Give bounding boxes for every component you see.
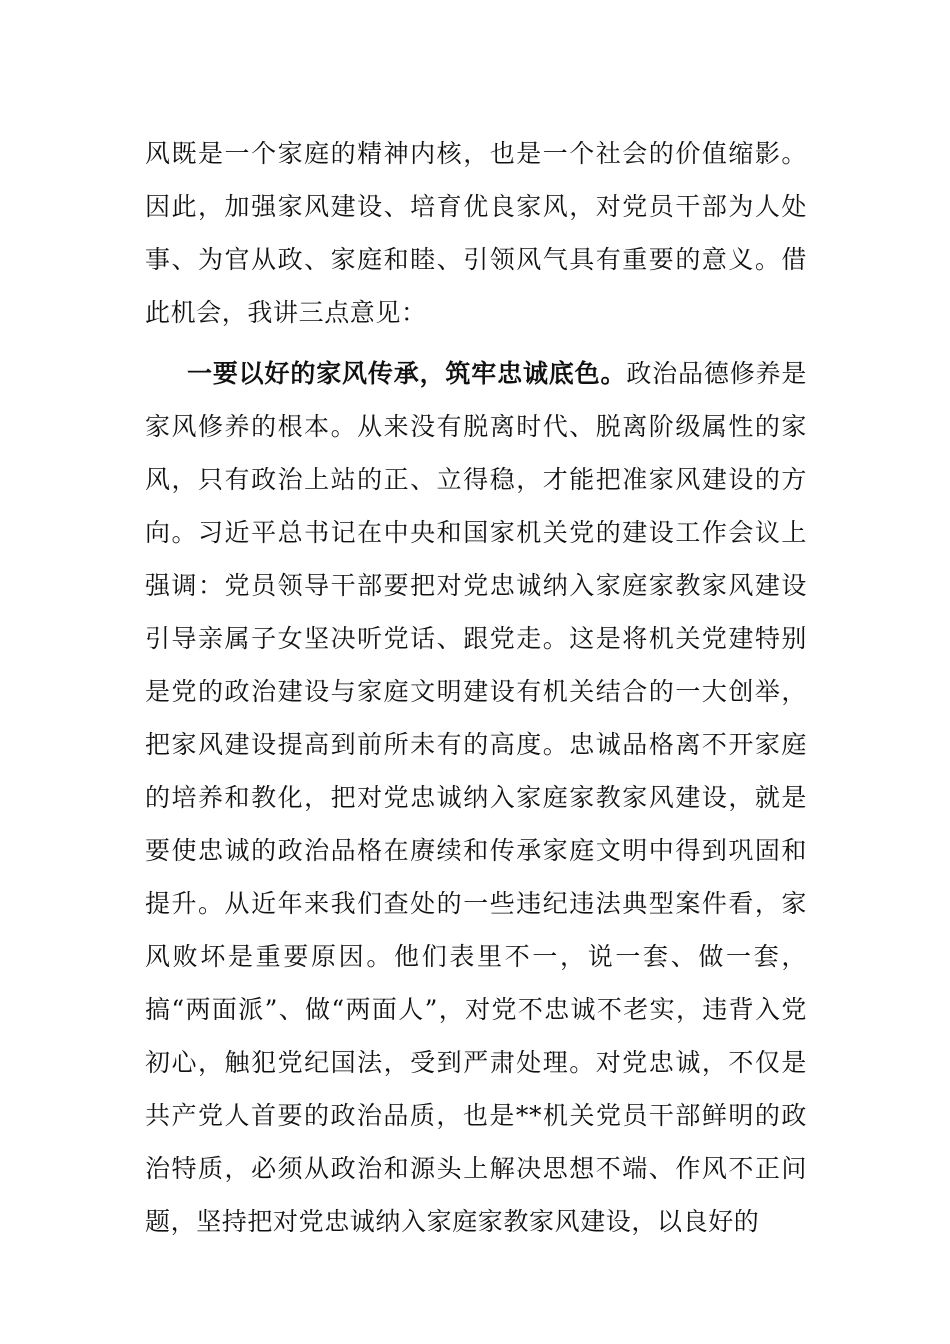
document-body xyxy=(145,127,807,1248)
point-one-heading: 一要以好的家风传承，筑牢忠诚底色。 xyxy=(187,359,627,388)
paragraph-point-one xyxy=(145,347,807,1248)
point-one-body: 政治品德修养是家风修养的根本。从来没有脱离时代、脱离阶级属性的家风，只有政治上站的正、立得稳，才能把准家风建设的方向。习近平总书记在中央和国家机关党的建设工作会议上强调：党员领导干部要把对党忠诚纳入家庭家教家风建设引导亲属子女坚决听党话、跟党走。这是将机关党建特别是党的政治建设与家庭文明建设有机关结合的一大创举，把家风建设提高到前所未有的高度。忠诚品格离不开家庭的培养和教化，把对党忠诚纳入家庭家教家风建设，就是要使忠诚的政治品格在赓续和传承家庭文明中得到巩固和提升。从近年来我们查处的一些违纪违法典型案件看，家风败坏是重要原因。他们表里不一，说一套、做一套，搞“两面派”、做“两面人”，对党不忠诚不老实，违背入党初心，触犯党纪国法，受到严肃处理。对党忠诚，不仅是共产党人首要的政治品质，也是**机关党员干部鲜明的政治特质，必须从政治和源头上解决思想不端、作风不正问题，坚持把对党忠诚纳入家庭家教家风建设，以良好的 xyxy=(145,359,808,1236)
paragraph-intro: 风既是一个家庭的精神内核，也是一个社会的价值缩影。因此，加强家风建设、培育优良家风，对党员干部为人处事、为官从政、家庭和睦、引领风气具有重要的意义。借此机会，我讲三点意见： xyxy=(145,139,807,327)
